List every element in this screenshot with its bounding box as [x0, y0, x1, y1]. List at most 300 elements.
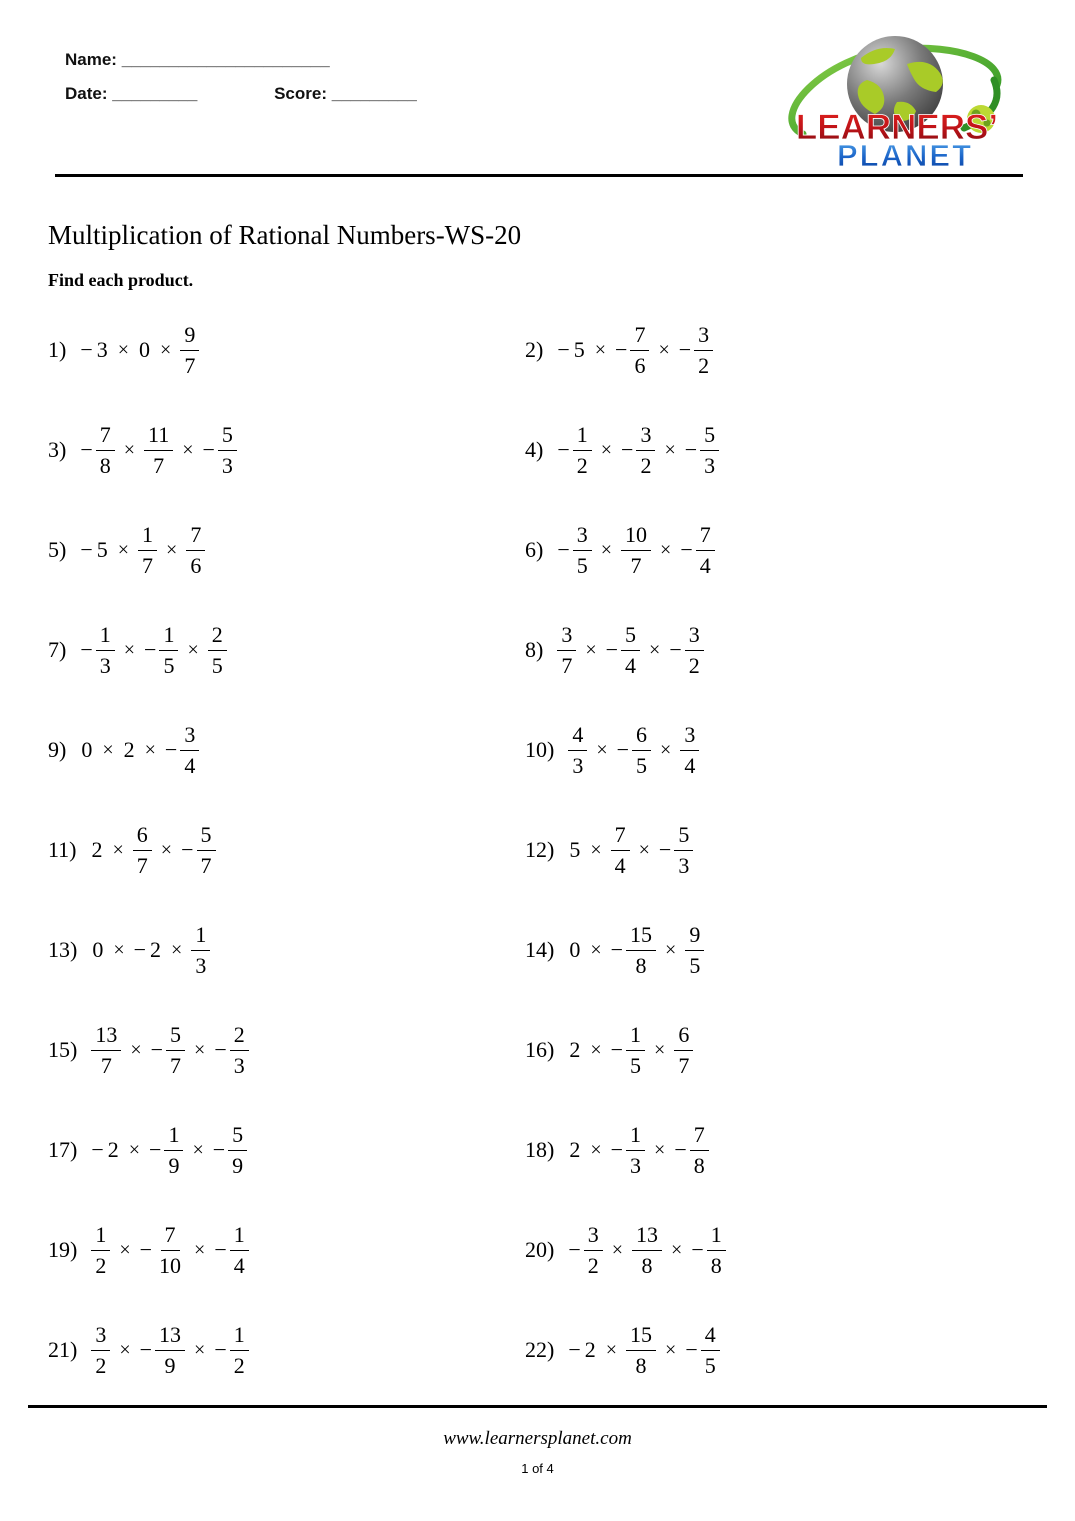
fraction-denominator: 3	[630, 1153, 642, 1178]
fraction-denominator: 3	[704, 453, 716, 478]
fraction	[626, 1022, 645, 1079]
fraction-denominator: 4	[684, 753, 696, 778]
minus-sign: −	[674, 1137, 687, 1162]
fraction-numerator: 1	[138, 522, 157, 551]
fraction-numerator: 1	[191, 922, 210, 951]
fraction	[696, 522, 715, 579]
learners-planet-logo	[775, 22, 1023, 170]
problem-10	[525, 700, 1048, 800]
minus-sign: −	[621, 437, 634, 462]
times-operator: ×	[123, 638, 136, 661]
fraction-numerator: 13	[155, 1322, 185, 1351]
fraction-denominator: 2	[587, 1253, 599, 1278]
fraction-denominator: 7	[630, 553, 642, 578]
minus-sign: −	[80, 437, 93, 462]
fraction-denominator: 7	[100, 1053, 112, 1078]
times-operator: ×	[192, 1138, 204, 1161]
problem-number: 5)	[48, 537, 67, 562]
fraction	[611, 822, 630, 879]
integer-term: 2	[584, 1337, 596, 1362]
times-operator: ×	[649, 638, 661, 661]
problem-expression	[91, 1322, 248, 1379]
fraction	[155, 1222, 185, 1279]
name-blank-line: ______________________	[121, 50, 330, 69]
minus-sign: −	[678, 337, 692, 362]
fraction-denominator: 4	[614, 853, 626, 878]
fraction-denominator: 2	[576, 453, 588, 478]
fraction-denominator: 3	[195, 953, 207, 978]
name-label: Name:	[65, 50, 117, 69]
fraction	[208, 622, 227, 679]
fraction-denominator: 9	[168, 1153, 180, 1178]
times-operator: ×	[171, 938, 183, 961]
fraction-numerator: 5	[621, 622, 640, 651]
times-operator: ×	[194, 1238, 206, 1261]
fraction-denominator: 5	[704, 1353, 716, 1378]
score-label: Score:	[274, 84, 327, 103]
fraction-denominator: 8	[635, 953, 647, 978]
fraction	[230, 1022, 249, 1079]
date-score-row	[65, 84, 417, 104]
integer-term: 2	[123, 737, 135, 762]
fraction-numerator: 7	[696, 522, 715, 551]
fraction	[557, 622, 576, 679]
times-operator: ×	[194, 1038, 206, 1061]
times-operator: ×	[660, 738, 672, 761]
fraction	[186, 522, 205, 579]
times-operator: ×	[600, 438, 613, 461]
problem-20	[525, 1200, 1048, 1300]
problem-expression	[91, 1022, 248, 1079]
problem-expression	[91, 1222, 248, 1279]
minus-sign: −	[616, 737, 630, 762]
fraction-numerator: 6	[133, 822, 152, 851]
minus-sign: −	[144, 637, 157, 662]
minus-sign: −	[684, 437, 698, 462]
minus-sign: −	[214, 1337, 227, 1362]
fraction-numerator: 11	[144, 422, 173, 451]
problem-expression	[568, 722, 699, 779]
minus-sign: −	[181, 837, 194, 862]
fraction-denominator: 3	[572, 753, 584, 778]
problem-7	[48, 600, 525, 700]
integer-term: 3	[96, 337, 108, 362]
fraction-denominator: 7	[142, 553, 154, 578]
minus-sign: −	[685, 1337, 698, 1362]
fraction	[91, 1222, 110, 1279]
fraction-numerator: 7	[630, 322, 649, 351]
minus-sign: −	[214, 1237, 227, 1262]
problem-6	[525, 500, 1048, 600]
problem-15	[48, 1000, 525, 1100]
problem-number: 22)	[525, 1337, 555, 1362]
fraction	[191, 922, 210, 979]
fraction	[230, 1322, 249, 1379]
fraction-numerator: 1	[230, 1222, 249, 1251]
footer-divider	[28, 1405, 1047, 1408]
minus-sign: −	[80, 637, 93, 662]
score-blank-line: _________	[331, 84, 417, 103]
header-divider	[55, 174, 1023, 177]
times-operator: ×	[664, 438, 676, 461]
times-operator: ×	[611, 1238, 624, 1261]
fraction-denominator: 4	[184, 753, 196, 778]
fraction-denominator: 8	[99, 453, 111, 478]
problem-expression	[80, 422, 237, 479]
problem-number: 3)	[48, 437, 67, 462]
minus-sign: −	[605, 637, 619, 662]
minus-sign: −	[557, 337, 570, 362]
fraction-denominator: 5	[576, 553, 588, 578]
problem-expression	[557, 322, 713, 379]
fraction	[155, 1322, 185, 1379]
fraction-denominator: 3	[678, 853, 690, 878]
fraction	[626, 1322, 656, 1379]
fraction	[144, 422, 173, 479]
times-operator: ×	[590, 838, 602, 861]
problem-expression	[80, 622, 226, 679]
fraction-denominator: 7	[136, 853, 148, 878]
page-title: Multiplication of Rational Numbers-WS-20	[48, 220, 522, 250]
logo-text-planet: PLANET	[837, 138, 973, 170]
problem-number: 12)	[525, 837, 555, 862]
times-operator: ×	[194, 1338, 206, 1361]
problem-13	[48, 900, 525, 1000]
times-operator: ×	[605, 1338, 618, 1361]
problem-14	[525, 900, 1048, 1000]
fraction	[621, 622, 640, 679]
fraction-numerator: 3	[685, 622, 704, 651]
minus-sign: −	[139, 1337, 153, 1362]
integer-term: 0	[92, 937, 104, 962]
minus-sign: −	[164, 737, 178, 762]
problem-expression	[80, 722, 199, 779]
fraction-denominator: 2	[95, 1353, 107, 1378]
fraction	[674, 1022, 693, 1079]
fraction-numerator: 3	[584, 1222, 603, 1251]
minus-sign: −	[133, 937, 147, 962]
problem-number: 4)	[525, 437, 544, 462]
fraction-denominator: 7	[561, 653, 573, 678]
problem-expression	[557, 422, 719, 479]
fraction	[230, 1222, 249, 1279]
problem-21	[48, 1300, 525, 1400]
problem-number: 20)	[525, 1237, 555, 1262]
integer-term: 2	[91, 837, 103, 862]
times-operator: ×	[596, 738, 608, 761]
minus-sign: −	[149, 1137, 162, 1162]
fraction-numerator: 1	[626, 1022, 645, 1051]
minus-sign: −	[80, 337, 93, 362]
page-number: 1 of 4	[521, 1461, 554, 1476]
problem-16	[525, 1000, 1048, 1100]
fraction	[133, 822, 152, 879]
fraction-numerator: 1	[573, 422, 592, 451]
fraction-numerator: 1	[707, 1222, 726, 1251]
fraction-numerator: 1	[159, 622, 178, 651]
fraction-denominator: 6	[190, 553, 202, 578]
problem-number: 17)	[48, 1137, 78, 1162]
fraction	[584, 1222, 603, 1279]
fraction	[680, 722, 699, 779]
problem-expression	[91, 922, 210, 979]
fraction-numerator: 5	[197, 822, 216, 851]
minus-sign: −	[610, 1137, 624, 1162]
fraction-numerator: 3	[573, 522, 592, 551]
fraction-numerator: 5	[166, 1022, 185, 1051]
problem-number: 15)	[48, 1037, 78, 1062]
fraction-denominator: 7	[200, 853, 212, 878]
times-operator: ×	[590, 1138, 602, 1161]
fraction-numerator: 13	[91, 1022, 121, 1051]
fraction-denominator: 5	[689, 953, 701, 978]
fraction	[685, 622, 704, 679]
fraction-numerator: 3	[557, 622, 576, 651]
times-operator: ×	[665, 938, 677, 961]
times-operator: ×	[187, 638, 199, 661]
fraction	[626, 1122, 645, 1179]
problem-number: 7)	[48, 637, 67, 662]
times-operator: ×	[660, 538, 672, 561]
fraction-numerator: 13	[632, 1222, 662, 1251]
problem-number: 6)	[525, 537, 544, 562]
fraction	[674, 822, 693, 879]
times-operator: ×	[102, 738, 114, 761]
minus-sign: −	[610, 1037, 624, 1062]
problem-3	[48, 400, 525, 500]
fraction	[180, 722, 199, 779]
fraction-numerator: 2	[230, 1022, 249, 1051]
problem-expression	[80, 322, 199, 379]
date-label: Date:	[65, 84, 108, 103]
fraction	[690, 1122, 709, 1179]
fraction	[96, 622, 115, 679]
fraction-denominator: 3	[221, 453, 233, 478]
times-operator: ×	[594, 338, 607, 361]
fraction	[632, 722, 651, 779]
problem-expression	[568, 1222, 725, 1279]
problem-number: 18)	[525, 1137, 555, 1162]
fraction-numerator: 3	[694, 322, 713, 351]
fraction-numerator: 15	[626, 1322, 656, 1351]
integer-term: 0	[569, 937, 581, 962]
problem-5	[48, 500, 525, 600]
problem-number: 1)	[48, 337, 67, 362]
logo-text-learners: LEARNERS’	[795, 108, 999, 147]
times-operator: ×	[182, 438, 194, 461]
times-operator: ×	[119, 1238, 131, 1261]
instructions-text: Find each product.	[48, 270, 194, 290]
integer-term: 0	[139, 337, 151, 362]
fraction-numerator: 6	[632, 722, 651, 751]
problem-number: 14)	[525, 937, 555, 962]
fraction-numerator: 3	[680, 722, 699, 751]
fraction	[636, 422, 655, 479]
minus-sign: −	[557, 537, 570, 562]
fraction-numerator: 15	[626, 922, 656, 951]
fraction	[91, 1322, 110, 1379]
fraction	[197, 822, 216, 879]
fraction	[228, 1122, 247, 1179]
fraction-numerator: 10	[621, 522, 651, 551]
fraction-denominator: 2	[233, 1353, 245, 1378]
problem-expression	[568, 1322, 719, 1379]
problem-number: 8)	[525, 637, 544, 662]
problem-12	[525, 800, 1048, 900]
times-operator: ×	[658, 338, 670, 361]
times-operator: ×	[123, 438, 136, 461]
problem-expression	[568, 822, 693, 879]
minus-sign: −	[568, 1237, 581, 1262]
times-operator: ×	[671, 1238, 683, 1261]
times-operator: ×	[590, 938, 602, 961]
problem-1	[48, 300, 525, 400]
name-row	[65, 50, 417, 70]
problem-expression	[80, 522, 205, 579]
minus-sign: −	[557, 437, 570, 462]
minus-sign: −	[139, 1237, 153, 1262]
fraction	[573, 522, 592, 579]
fraction-numerator: 3	[636, 422, 655, 451]
fraction	[573, 422, 592, 479]
fraction-denominator: 7	[153, 453, 165, 478]
fraction-denominator: 5	[211, 653, 223, 678]
problem-number: 10)	[525, 737, 555, 762]
fraction-numerator: 7	[611, 822, 630, 851]
integer-term: 5	[573, 337, 585, 362]
fraction	[701, 1322, 720, 1379]
fraction	[707, 1222, 726, 1279]
fraction-denominator: 5	[630, 1053, 642, 1078]
fraction-denominator: 7	[170, 1053, 182, 1078]
fraction-denominator: 4	[625, 653, 637, 678]
integer-term: 0	[81, 737, 93, 762]
fraction-denominator: 3	[99, 653, 111, 678]
fraction-denominator: 8	[641, 1253, 653, 1278]
times-operator: ×	[585, 638, 597, 661]
fraction-numerator: 2	[208, 622, 227, 651]
fraction	[96, 422, 115, 479]
fraction-numerator: 1	[91, 1222, 110, 1251]
times-operator: ×	[600, 538, 613, 561]
minus-sign: −	[150, 1037, 164, 1062]
problems-grid	[48, 300, 1048, 1400]
fraction-numerator: 4	[568, 722, 587, 751]
integer-term: 2	[150, 937, 162, 962]
fraction-numerator: 3	[91, 1322, 110, 1351]
date-blank-line: _________	[112, 84, 198, 103]
integer-term: 2	[107, 1137, 119, 1162]
fraction-numerator: 1	[230, 1322, 249, 1351]
minus-sign: −	[214, 1037, 227, 1062]
fraction-numerator: 7	[161, 1222, 180, 1251]
fraction-numerator: 1	[164, 1122, 183, 1151]
problem-number: 9)	[48, 737, 67, 762]
minus-sign: −	[615, 337, 628, 362]
fraction-numerator: 5	[700, 422, 719, 451]
fraction-numerator: 4	[701, 1322, 720, 1351]
fraction-numerator: 5	[218, 422, 237, 451]
minus-sign: −	[202, 437, 215, 462]
times-operator: ×	[112, 838, 124, 861]
minus-sign: −	[669, 637, 682, 662]
fraction-numerator: 7	[96, 422, 115, 451]
problem-18	[525, 1100, 1048, 1200]
minus-sign: −	[680, 537, 693, 562]
fraction-numerator: 1	[96, 622, 115, 651]
fraction-denominator: 5	[163, 653, 175, 678]
fraction	[164, 1122, 183, 1179]
fraction-denominator: 8	[693, 1153, 705, 1178]
problem-expression	[557, 522, 714, 579]
fraction	[626, 922, 656, 979]
fraction-denominator: 2	[688, 653, 700, 678]
problem-expression	[91, 822, 216, 879]
header-fields	[65, 50, 417, 118]
minus-sign: −	[80, 537, 93, 562]
fraction-numerator: 9	[685, 922, 704, 951]
minus-sign: −	[658, 837, 672, 862]
fraction-denominator: 9	[232, 1153, 244, 1178]
minus-sign: −	[691, 1237, 704, 1262]
problem-number: 13)	[48, 937, 78, 962]
problem-9	[48, 700, 525, 800]
problem-expression	[91, 1122, 247, 1179]
fraction	[568, 722, 587, 779]
problem-number: 2)	[525, 337, 544, 362]
problem-number: 16)	[525, 1037, 555, 1062]
times-operator: ×	[119, 1338, 131, 1361]
integer-term: 2	[569, 1037, 581, 1062]
fraction	[166, 1022, 185, 1079]
globe-logo-icon	[775, 22, 1023, 170]
integer-term: 5	[96, 537, 108, 562]
fraction	[630, 322, 649, 379]
fraction-denominator: 7	[678, 1053, 690, 1078]
times-operator: ×	[665, 1338, 677, 1361]
fraction	[694, 322, 713, 379]
times-operator: ×	[117, 338, 130, 361]
fraction-numerator: 9	[180, 322, 199, 351]
fraction	[138, 522, 157, 579]
times-operator: ×	[117, 538, 130, 561]
fraction-denominator: 5	[636, 753, 648, 778]
times-operator: ×	[160, 338, 172, 361]
times-operator: ×	[590, 1038, 602, 1061]
fraction-denominator: 2	[640, 453, 652, 478]
times-operator: ×	[160, 838, 173, 861]
fraction-denominator: 9	[164, 1353, 176, 1378]
fraction-denominator: 2	[698, 353, 710, 378]
fraction-denominator: 4	[233, 1253, 245, 1278]
problem-4	[525, 400, 1048, 500]
problem-17	[48, 1100, 525, 1200]
problem-expression	[557, 622, 703, 679]
fraction	[685, 922, 704, 979]
problem-number: 19)	[48, 1237, 78, 1262]
integer-term: 5	[569, 837, 581, 862]
fraction-denominator: 8	[710, 1253, 722, 1278]
times-operator: ×	[113, 938, 125, 961]
problem-11	[48, 800, 525, 900]
fraction-denominator: 10	[159, 1253, 182, 1278]
problem-8	[525, 600, 1048, 700]
fraction-numerator: 7	[186, 522, 205, 551]
fraction-numerator: 3	[180, 722, 199, 751]
fraction-numerator: 1	[626, 1122, 645, 1151]
fraction-denominator: 6	[634, 353, 646, 378]
times-operator: ×	[654, 1038, 666, 1061]
